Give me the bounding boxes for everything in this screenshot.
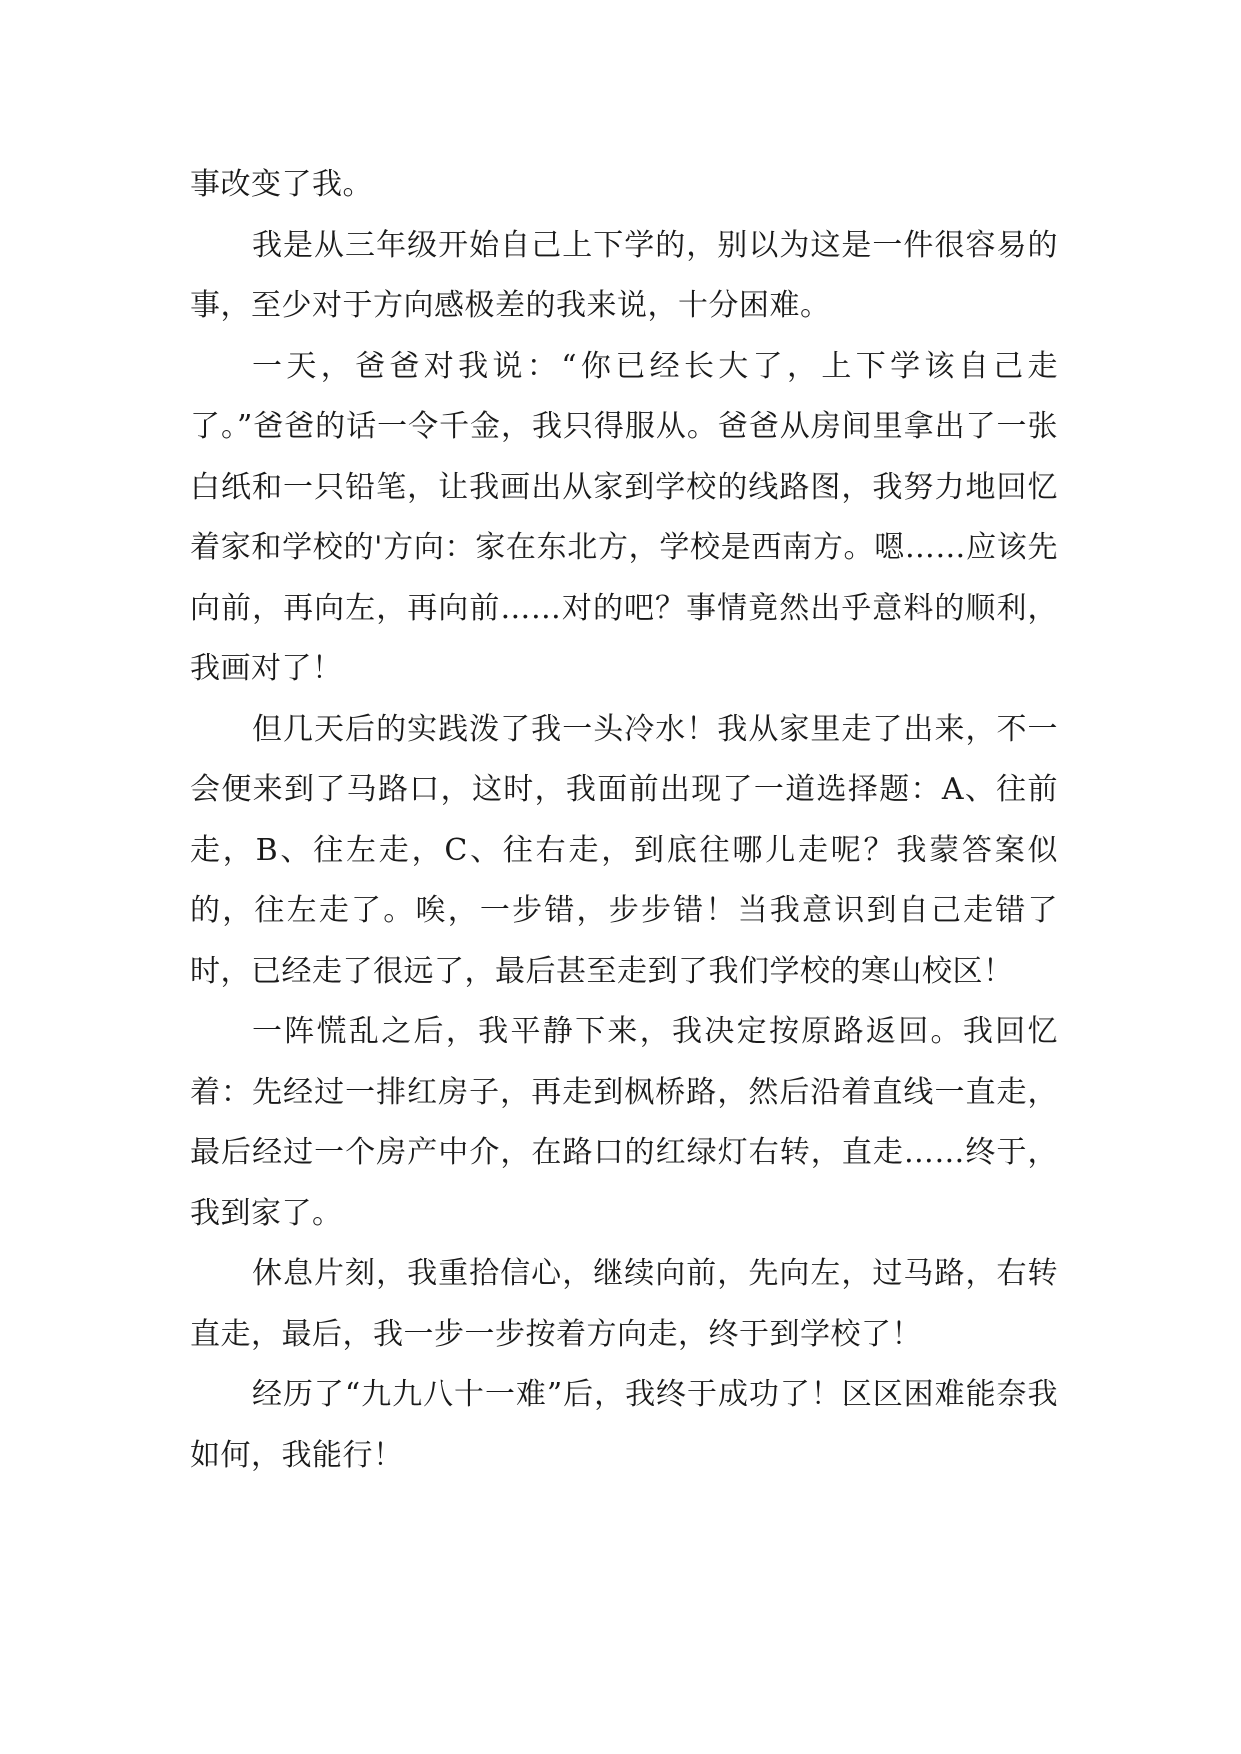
- paragraph-2: 我是从三年级开始自己上下学的，别以为这是一件很容易的事，至少对于方向感极差的我来说，十分困难。: [190, 227, 1058, 323]
- paragraph-4: 但几天后的实践泼了我一头冷水！我从家里走了出来，不一会便来到了马路口，这时，我面前出现了一道选择题：A、往前走，B、往左走，C、往右走，到底往哪儿走呢？我蒙答案似的，往左走了。唉，一步错，步步错！当我意识到自己走错了时，已经走了很远了，最后甚至走到了我们学校的寒山校区！: [190, 711, 1058, 989]
- paragraph-1: 事改变了我。: [190, 167, 373, 202]
- paragraph-7: 经历了“九九八十一难”后，我终于成功了！区区困难能奈我如何，我能行！: [190, 1377, 1058, 1473]
- paragraph-3: 一天，爸爸对我说：“你已经长大了，上下学该自己走了。”爸爸的话一令千金，我只得服从。爸爸从房间里拿出了一张白纸和一只铅笔，让我画出从家到学校的线路图，我努力地回忆着家和学校的'方向：家在东北方，学校是西南方。嗯……应该先向前，再向左，再向前……对的吧？事情竟然出乎意料的顺利，我画对了！: [190, 348, 1058, 686]
- paragraph-5: 一阵慌乱之后，我平静下来，我决定按原路返回。我回忆着：先经过一排红房子，再走到枫桥路，然后沿着直线一直走，最后经过一个房产中介，在路口的红绿灯右转，直走……终于，我到家了。: [190, 1014, 1058, 1231]
- paragraph-6: 休息片刻，我重拾信心，继续向前，先向左，过马路，右转直走，最后，我一步一步按着方向走，终于到学校了！: [190, 1256, 1058, 1352]
- essay-body: [190, 155, 1058, 1486]
